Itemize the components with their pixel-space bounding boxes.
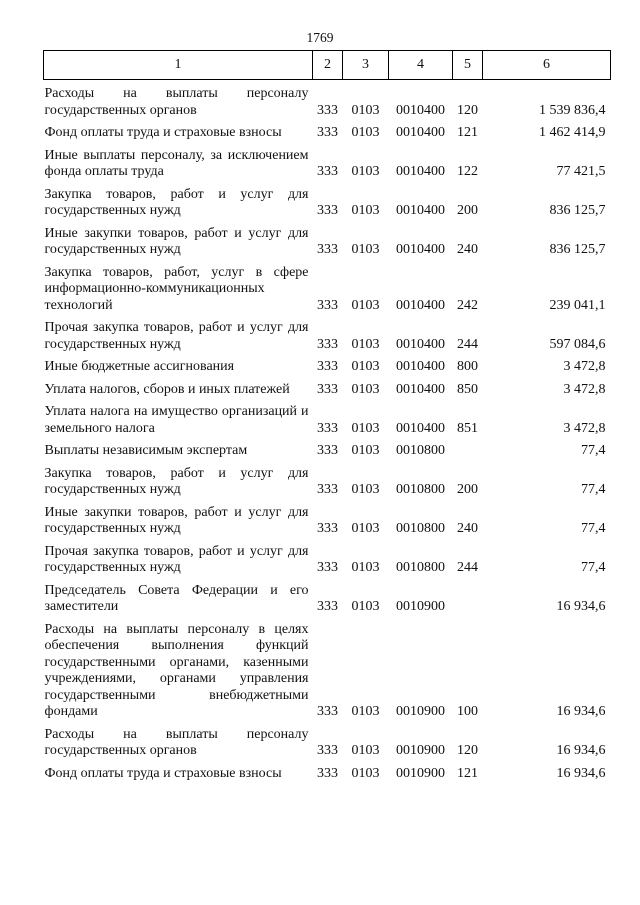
row-target-code: 0010400 — [396, 381, 445, 397]
row-name: Выплаты независимым экспертам — [44, 443, 248, 458]
row-name: Прочая закупка товаров, работ и услуг для государственных нужд — [44, 543, 309, 575]
row-section-code: 0103 — [351, 482, 380, 497]
row-ministry-code: 333 — [317, 443, 338, 458]
row-ministry-code: 333 — [317, 297, 338, 313]
row-amount: 16 934,6 — [556, 743, 606, 758]
row-expense-type-code: 121 — [457, 125, 478, 140]
row-section-code: 0103 — [351, 336, 380, 352]
row-ministry-code: 333 — [317, 359, 338, 374]
row-target-code: 0010400 — [396, 242, 445, 257]
row-target-code: 0010400 — [396, 420, 445, 436]
table-row — [44, 460, 611, 499]
table-row — [44, 616, 611, 721]
row-expense-type-code: 100 — [457, 704, 478, 719]
row-target-code: 0010400 — [396, 297, 445, 313]
table-row — [44, 376, 611, 399]
row-amount: 77,4 — [581, 443, 606, 458]
row-amount: 16 934,6 — [556, 599, 606, 614]
row-expense-type-code: 200 — [457, 482, 478, 497]
row-section-code: 0103 — [351, 443, 380, 458]
row-name: Закупка товаров, работ, услуг в сфере информационно-коммуникационных технологий — [44, 264, 309, 313]
row-name: Иные закупки товаров, работ и услуг для государственных нужд — [44, 225, 309, 257]
row-expense-type-code: 120 — [457, 743, 478, 758]
row-name: Расходы на выплаты персоналу государственных органов — [44, 726, 309, 758]
row-target-code: 0010400 — [396, 203, 445, 218]
table-row — [44, 760, 611, 783]
row-expense-type-code: 800 — [457, 359, 478, 374]
row-target-code: 0010900 — [396, 765, 445, 781]
row-section-code: 0103 — [351, 203, 380, 218]
row-ministry-code: 333 — [317, 765, 338, 781]
row-section-code: 0103 — [351, 242, 380, 257]
column-header: 6 — [483, 51, 611, 80]
row-amount: 239 041,1 — [549, 297, 606, 313]
row-name: Закупка товаров, работ и услуг для государственных нужд — [44, 186, 309, 218]
table-header — [44, 51, 611, 80]
row-expense-type-code: 120 — [457, 102, 478, 118]
row-expense-type-code: 240 — [457, 242, 478, 257]
table-row — [44, 142, 611, 181]
row-target-code: 0010900 — [396, 704, 445, 719]
row-amount: 1 462 414,9 — [539, 125, 606, 140]
row-section-code: 0103 — [351, 102, 380, 118]
row-amount: 3 472,8 — [563, 420, 606, 436]
row-name: Иные закупки товаров, работ и услуг для государственных нужд — [44, 504, 309, 536]
row-expense-type-code: 121 — [457, 765, 478, 781]
row-amount: 1 539 836,4 — [539, 102, 606, 118]
row-expense-type-code: 122 — [457, 164, 478, 179]
table-row — [44, 80, 611, 120]
row-expense-type-code: 850 — [457, 381, 478, 397]
row-name: Расходы на выплаты персоналу государственных органов — [44, 86, 309, 118]
row-ministry-code: 333 — [317, 381, 338, 397]
row-name: Фонд оплаты труда и страховые взносы — [44, 765, 282, 781]
column-header: 3 — [343, 51, 389, 80]
table-row — [44, 353, 611, 376]
row-name: Иные бюджетные ассигнования — [44, 359, 235, 374]
row-amount: 597 084,6 — [549, 336, 606, 352]
table-body — [44, 80, 611, 783]
row-section-code: 0103 — [351, 599, 380, 614]
column-header: 2 — [313, 51, 343, 80]
row-ministry-code: 333 — [317, 203, 338, 218]
row-section-code: 0103 — [351, 420, 380, 436]
row-amount: 16 934,6 — [556, 704, 606, 719]
table-row — [44, 314, 611, 353]
column-header: 5 — [453, 51, 483, 80]
row-ministry-code: 333 — [317, 704, 338, 719]
row-amount: 836 125,7 — [549, 203, 606, 218]
row-expense-type-code — [453, 437, 483, 460]
row-ministry-code: 333 — [317, 242, 338, 257]
row-target-code: 0010900 — [396, 599, 445, 614]
row-ministry-code: 333 — [317, 482, 338, 497]
column-header: 4 — [389, 51, 453, 80]
table-row — [44, 538, 611, 577]
table-row — [44, 119, 611, 142]
row-section-code: 0103 — [351, 521, 380, 536]
table-row — [44, 398, 611, 437]
row-expense-type-code: 244 — [457, 560, 478, 575]
row-amount: 77 421,5 — [556, 164, 606, 179]
row-target-code: 0010800 — [396, 482, 445, 497]
row-amount: 836 125,7 — [549, 242, 606, 257]
row-ministry-code: 333 — [317, 336, 338, 352]
row-target-code: 0010400 — [396, 336, 445, 352]
table-row — [44, 259, 611, 315]
row-ministry-code: 333 — [317, 599, 338, 614]
budget-table — [43, 50, 611, 782]
row-ministry-code: 333 — [317, 560, 338, 575]
row-section-code: 0103 — [351, 704, 380, 719]
row-name: Фонд оплаты труда и страховые взносы — [44, 125, 282, 140]
row-name: Иные выплаты персоналу, за исключением фонда оплаты труда — [44, 147, 309, 179]
row-amount: 16 934,6 — [556, 765, 606, 781]
row-name: Уплата налогов, сборов и иных платежей — [44, 381, 290, 397]
row-section-code: 0103 — [351, 297, 380, 313]
row-expense-type-code: 242 — [457, 297, 478, 313]
row-target-code: 0010400 — [396, 125, 445, 140]
row-target-code: 0010800 — [396, 443, 445, 458]
column-header: 1 — [44, 51, 313, 80]
row-target-code: 0010800 — [396, 560, 445, 575]
row-target-code: 0010900 — [396, 743, 445, 758]
row-target-code: 0010400 — [396, 102, 445, 118]
row-amount: 77,4 — [581, 560, 606, 575]
row-section-code: 0103 — [351, 164, 380, 179]
row-ministry-code: 333 — [317, 164, 338, 179]
page-number: 1769 — [306, 30, 334, 45]
row-section-code: 0103 — [351, 765, 380, 781]
row-section-code: 0103 — [351, 359, 380, 374]
row-ministry-code: 333 — [317, 743, 338, 758]
row-section-code: 0103 — [351, 125, 380, 140]
table-row — [44, 721, 611, 760]
row-name: Уплата налога на имущество организаций и земельного налога — [44, 404, 309, 436]
row-expense-type-code — [453, 577, 483, 616]
row-target-code: 0010400 — [396, 164, 445, 179]
row-ministry-code: 333 — [317, 521, 338, 536]
row-ministry-code: 333 — [317, 125, 338, 140]
table-row — [44, 437, 611, 460]
row-section-code: 0103 — [351, 381, 380, 397]
row-name: Председатель Совета Федерации и его заместители — [44, 582, 309, 614]
row-amount: 3 472,8 — [563, 381, 606, 397]
table-row — [44, 181, 611, 220]
row-name: Прочая закупка товаров, работ и услуг для государственных нужд — [44, 320, 309, 352]
row-expense-type-code: 200 — [457, 203, 478, 218]
table-row — [44, 499, 611, 538]
row-amount: 77,4 — [581, 521, 606, 536]
row-target-code: 0010800 — [396, 521, 445, 536]
row-name: Закупка товаров, работ и услуг для государственных нужд — [44, 465, 309, 497]
row-ministry-code: 333 — [317, 102, 338, 118]
row-expense-type-code: 851 — [457, 420, 478, 436]
row-target-code: 0010400 — [396, 359, 445, 374]
row-ministry-code: 333 — [317, 420, 338, 436]
row-amount: 3 472,8 — [563, 359, 606, 374]
row-expense-type-code: 240 — [457, 521, 478, 536]
table-row — [44, 220, 611, 259]
row-section-code: 0103 — [351, 560, 380, 575]
row-section-code: 0103 — [351, 743, 380, 758]
row-amount: 77,4 — [581, 482, 606, 497]
table-row — [44, 577, 611, 616]
row-expense-type-code: 244 — [457, 336, 478, 352]
row-name: Расходы на выплаты персоналу в целях обеспечения выполнения функций государственными органами, казенными учреждениями, органами управления государственными внебюджетными фондами — [44, 621, 309, 719]
